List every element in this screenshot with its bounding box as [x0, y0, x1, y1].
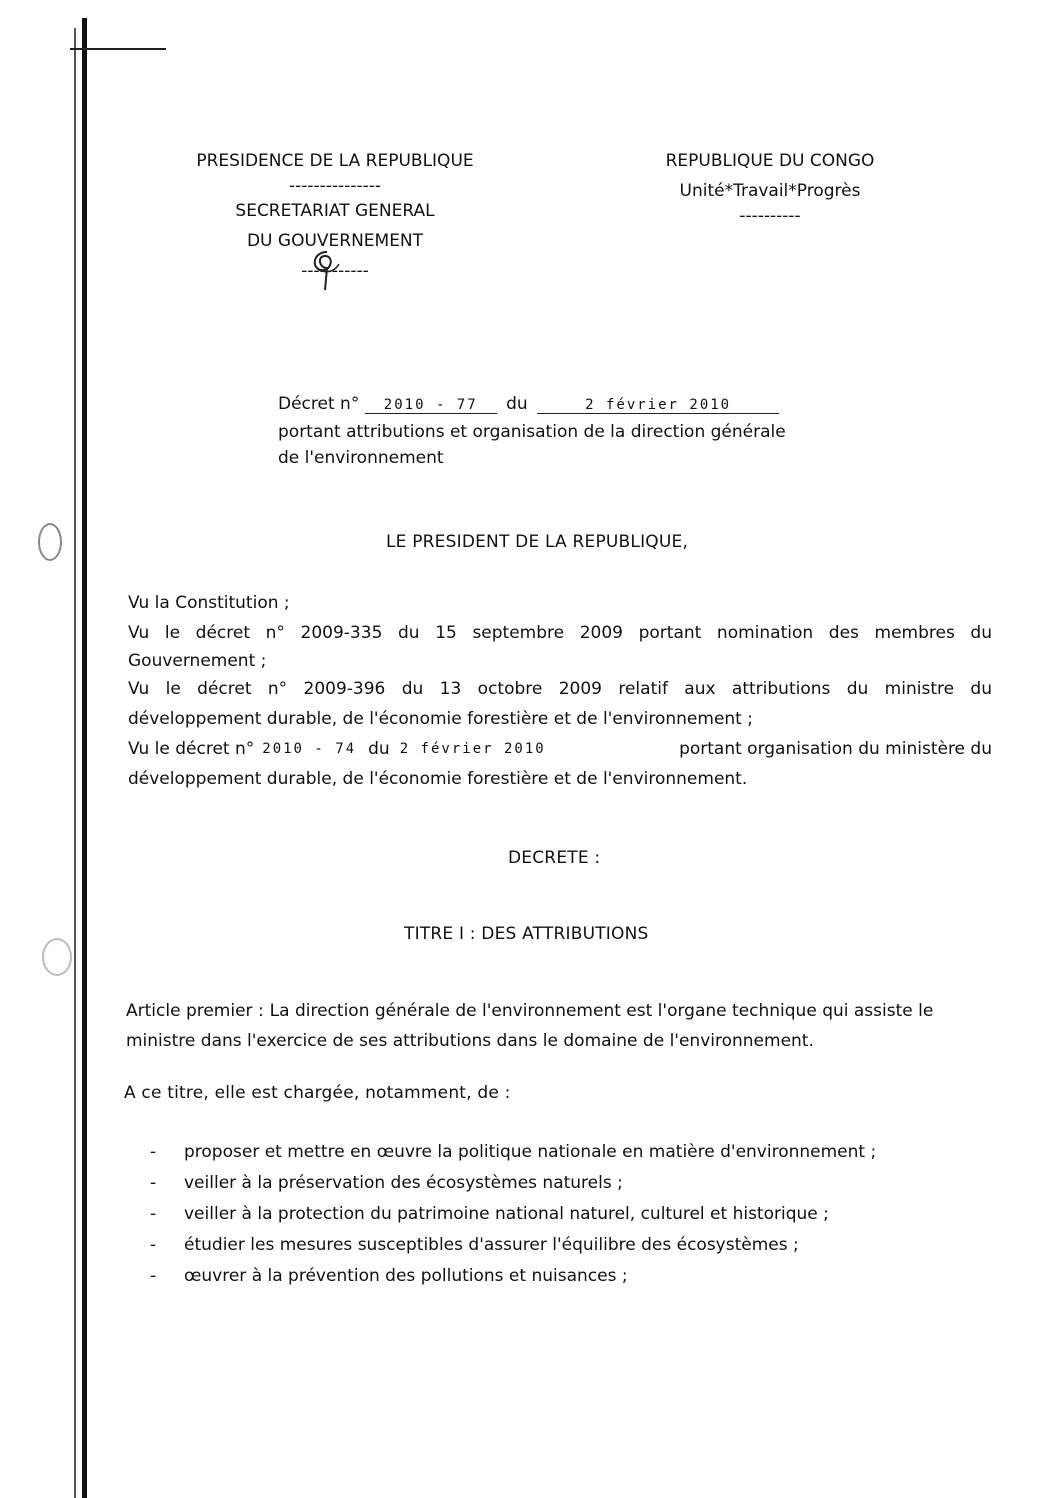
header-left-block [170, 146, 500, 286]
article-text: La direction générale de l'environnement est l'organe technique qui assiste le [269, 1001, 934, 1021]
national-motto: Unité*Travail*Progrès [679, 181, 861, 201]
article-intro: A ce titre, elle est chargée, notamment, de : [124, 1083, 511, 1103]
gouvernement-label: DU GOUVERNEMENT [246, 231, 424, 251]
decrete-heading: DECRETE : [508, 848, 601, 868]
decree-title [278, 394, 786, 468]
decree-date: 2 février 2010 [537, 397, 779, 414]
decree-prefix: Décret n° [278, 394, 360, 414]
decree-number: 2010 - 77 [365, 397, 497, 414]
visa-line: développement durable, de l'économie forestière et de l'environnement ; [128, 709, 753, 729]
article-text: ministre dans l'exercice de ses attributions dans le domaine de l'environnement. [126, 1031, 814, 1051]
decree-du: du [506, 394, 528, 414]
visa-line: Vu le décret n° 2009-335 du 15 septembre 2009 portant nomination des membres du [128, 623, 992, 643]
list-item: - veiller à la protection du patrimoine national naturel, culturel et historique ; [150, 1204, 829, 1224]
list-item: - œuvrer à la prévention des pollutions et nuisances ; [150, 1266, 628, 1286]
decree-subject-line1: portant attributions et organisation de la direction générale [278, 422, 786, 442]
president-heading: LE PRESIDENT DE LA REPUBLIQUE, [386, 532, 689, 552]
separator: ----------- [170, 256, 500, 286]
punch-hole [42, 938, 72, 976]
binding-edge [30, 18, 100, 1498]
list-item: - proposer et mettre en œuvre la politique nationale en matière d'environnement ; [150, 1142, 877, 1162]
decree-subject-line2: de l'environnement [278, 448, 444, 468]
visas-block [128, 588, 992, 794]
titre-heading: TITRE I : DES ATTRIBUTIONS [404, 924, 649, 944]
header-right-block [640, 146, 900, 226]
separator: --------------- [288, 176, 381, 196]
presidence-label: PRESIDENCE DE LA REPUBLIQUE [196, 151, 474, 171]
separator: ---------- [739, 206, 801, 226]
article-label: Article premier : [126, 1001, 264, 1021]
visa-line-last: Vu le décret n° 2010 - 74 du 2 février 2010 portant organisation du ministère du [128, 734, 992, 764]
visa-line: Gouvernement ; [128, 651, 267, 671]
visa-line: Vu le décret n° 2009-396 du 13 octobre 2009 relatif aux attributions du ministre du [128, 679, 992, 699]
secretariat-label: SECRETARIAT GENERAL [235, 201, 435, 221]
list-item: - veiller à la préservation des écosystèmes naturels ; [150, 1173, 623, 1193]
visa-line: Vu la Constitution ; [128, 593, 290, 613]
attributions-list [150, 1137, 950, 1292]
punch-hole [38, 523, 62, 561]
visa-line: développement durable, de l'économie forestière et de l'environnement. [128, 769, 748, 789]
republique-label: REPUBLIQUE DU CONGO [665, 151, 875, 171]
article-premier [126, 996, 990, 1056]
visa-decree-number: 2010 - 74 [262, 741, 357, 757]
initials-signature [305, 246, 345, 294]
list-item: - étudier les mesures susceptibles d'assurer l'équilibre des écosystèmes ; [150, 1235, 799, 1255]
visa-decree-date: 2 février 2010 [399, 741, 546, 757]
